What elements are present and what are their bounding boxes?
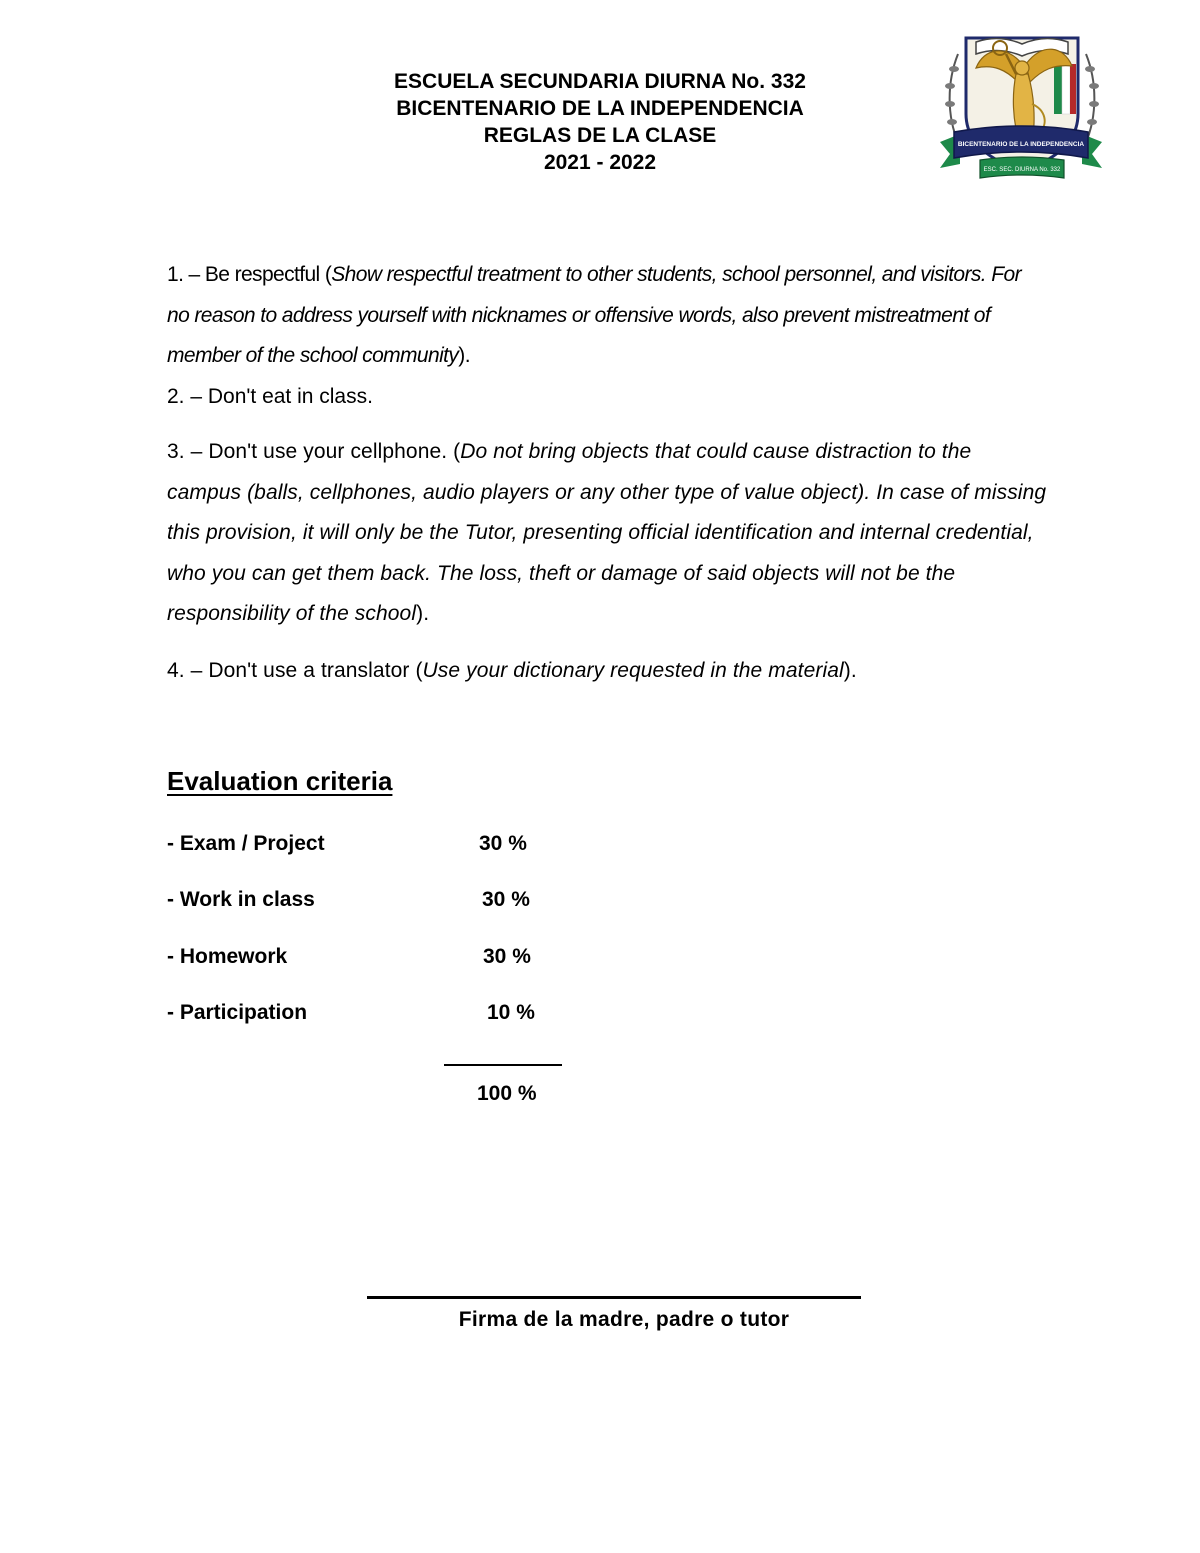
- criteria-percent: 30 %: [482, 888, 530, 911]
- rule-detail: Use your dictionary requested in the material: [422, 658, 844, 682]
- criteria-row: [167, 1001, 587, 1029]
- rule-number: 1. – Be respectful (: [167, 263, 332, 286]
- rule-detail: Do not bring objects that could cause distraction to the campus (balls, cellphones, audio players or any other type of value object). In case of missing this provision, it will only be the Tutor, presenting official identification and internal credential, who you can get them back. The loss, theft or damage of said objects will not be the responsibility of the school: [167, 440, 1047, 625]
- criteria-percent: 30 %: [479, 832, 527, 855]
- crest-sub-text: ESC. SEC. DIURNA No. 332: [983, 167, 1061, 173]
- rule-closing: ).: [416, 602, 430, 625]
- class-rules: [167, 255, 1047, 691]
- rule-detail: Show respectful treatment to other students, school personnel, and visitors. For no reason to address yourself with nicknames or offensive words, also prevent mistreatment of member of the school community: [167, 263, 1021, 367]
- criteria-total: 100 %: [477, 1082, 537, 1105]
- criteria-label: - Participation: [167, 1001, 308, 1024]
- rule-number: 3. – Don't use your cellphone. (: [167, 440, 461, 463]
- school-name: ESCUELA SECUNDARIA DIURNA No. 332: [394, 70, 806, 93]
- school-subtitle: BICENTENARIO DE LA INDEPENDENCIA: [396, 97, 804, 120]
- criteria-row: [167, 945, 587, 973]
- rule-closing: ).: [843, 658, 857, 682]
- criteria-percent: 30 %: [483, 945, 531, 968]
- criteria-row: [167, 888, 587, 916]
- sum-divider: [444, 1064, 562, 1066]
- rule-item: [167, 432, 1047, 635]
- document-title: REGLAS DE LA CLASE: [483, 124, 717, 147]
- school-crest-icon: [936, 24, 1106, 194]
- rule-number: 4. – Don't use a translator (: [167, 658, 423, 682]
- criteria-label: - Homework: [167, 945, 288, 968]
- signature-label: Firma de la madre, padre o tutor: [458, 1308, 790, 1331]
- rule-closing: ).: [458, 344, 470, 367]
- school-year: 2021 - 2022: [543, 151, 657, 174]
- criteria-label: - Work in class: [167, 888, 315, 911]
- rule-item: [167, 255, 1047, 377]
- signature-line: [367, 1296, 861, 1299]
- criteria-percent: 10 %: [487, 1001, 535, 1024]
- criteria-label: - Exam / Project: [167, 832, 325, 855]
- crest-banner-text: BICENTENARIO DE LA INDEPENDENCIA: [957, 141, 1085, 148]
- document-header: [300, 68, 900, 176]
- rule-number: 2. – Don't eat in class.: [167, 384, 373, 408]
- criteria-row: [167, 832, 587, 860]
- rule-item: [167, 377, 1047, 418]
- evaluation-title: Evaluation criteria: [167, 766, 393, 796]
- rule-item: [167, 651, 1047, 692]
